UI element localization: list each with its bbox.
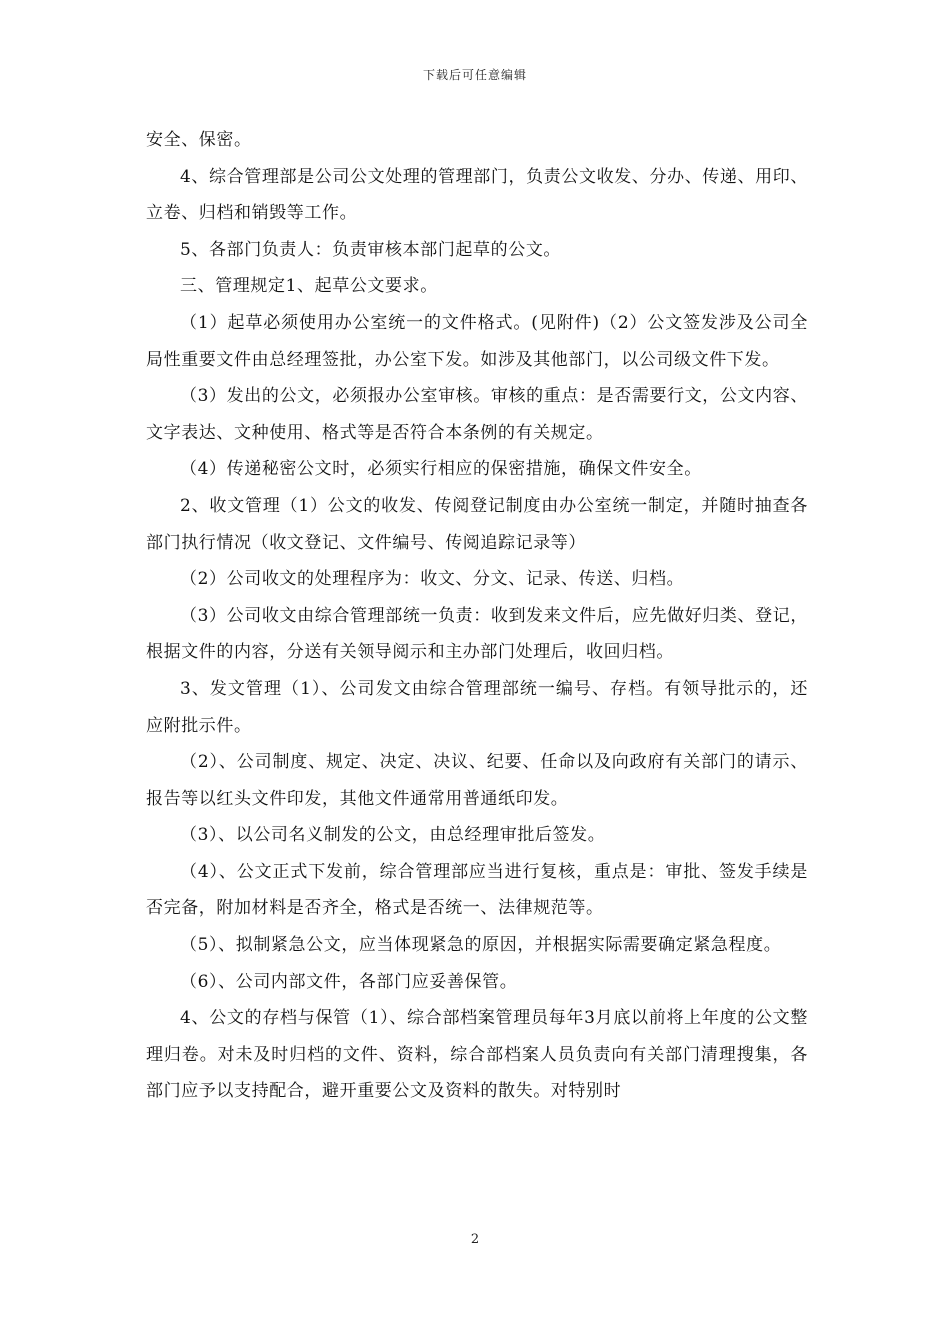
paragraph: 三、管理规定1、起草公文要求。 — [180, 276, 438, 297]
paragraph: （3）公司收文由综合管理部统一负责：收到发来文件后，应先做好归类、登记，根据文件的内容，分送有关领导阅示和主办部门处理后，收回归档。 — [146, 605, 808, 663]
document-body — [146, 122, 808, 1110]
paragraph: （1）起草必须使用办公室统一的文件格式。(见附件)（2）公文签发涉及公司全局性重要文件由总经理签批，办公室下发。如涉及其他部门，以公司级文件下发。 — [146, 312, 808, 370]
paragraph: 5、各部门负责人：负责审核本部门起草的公文。 — [180, 239, 562, 260]
paragraph: （3）、以公司名义制发的公文，由总经理审批后签发。 — [180, 825, 606, 846]
page-header: 下载后可任意编辑 — [422, 68, 527, 82]
paragraph: 4、综合管理部是公司公文处理的管理部门，负责公文收发、分办、传递、用印、立卷、归档和销毁等工作。 — [146, 166, 808, 224]
paragraph: （5）、拟制紧急公文，应当体现紧急的原因，并根据实际需要确定紧急程度。 — [180, 935, 782, 956]
paragraph: 4、公文的存档与保管（1）、综合部档案管理员每年3月底以前将上年度的公文整理归卷。对未及时归档的文件、资料，综合部档案人员负责向有关部门清理搜集，各部门应予以支持配合，避开重要公文及资料的散失。对特别时 — [146, 1008, 808, 1102]
paragraph: （4）、公文正式下发前，综合管理部应当进行复核，重点是：审批、签发手续是否完备，附加材料是否齐全，格式是否统一、法律规范等。 — [146, 861, 808, 919]
paragraph: 安全、保密。 — [146, 130, 252, 150]
paragraph: （2）公司收文的处理程序为：收文、分文、记录、传送、归档。 — [180, 569, 685, 590]
paragraph: （2）、公司制度、规定、决定、决议、纪要、任命以及向政府有关部门的请示、报告等以红头文件印发，其他文件通常用普通纸印发。 — [146, 752, 808, 809]
paragraph: （4）传递秘密公文时，必须实行相应的保密措施，确保文件安全。 — [180, 459, 702, 480]
paragraph: （6）、公司内部文件，各部门应妥善保管。 — [180, 971, 518, 992]
paragraph: （3）发出的公文，必须报办公室审核。审核的重点：是否需要行文，公文内容、文字表达、文种使用、格式等是否符合本条例的有关规定。 — [146, 386, 808, 443]
paragraph: 3、发文管理（1）、公司发文由综合管理部统一编号、存档。有领导批示的，还应附批示件。 — [146, 678, 808, 736]
paragraph: 2、收文管理（1）公文的收发、传阅登记制度由办公室统一制定，并随时抽查各部门执行情况（收文登记、文件编号、传阅追踪记录等） — [146, 495, 808, 553]
page-number: 2 — [470, 1232, 480, 1247]
